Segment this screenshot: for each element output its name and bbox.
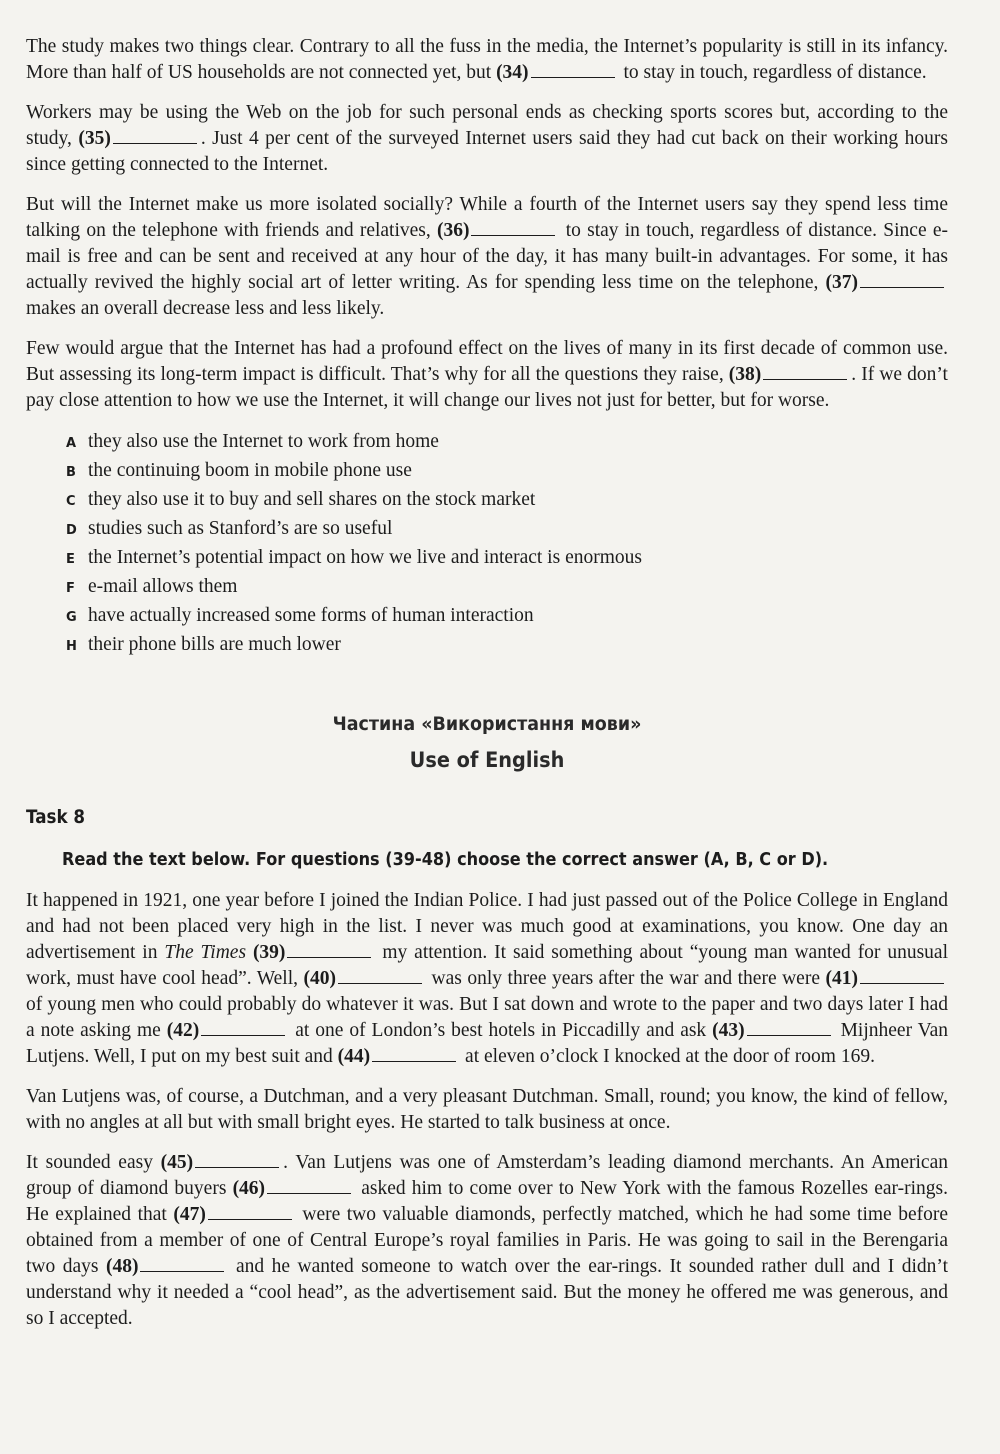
gap-number: (43) (712, 1020, 745, 1041)
answer-option (66, 486, 948, 515)
option-text: studies such as Stanford’s are so useful (88, 518, 393, 539)
answer-blank[interactable] (531, 61, 615, 78)
answer-blank[interactable] (287, 941, 371, 958)
answer-option (66, 631, 948, 660)
option-text: their phone bills are much lower (88, 634, 341, 655)
text-run: makes an overall decrease less and less likely. (26, 298, 385, 319)
italic-title: The Times (164, 942, 247, 963)
text-run: at one of London’s best hotels in Piccadilly and ask (289, 1020, 713, 1041)
gap-number: (47) (173, 1204, 206, 1225)
option-text: the continuing boom in mobile phone use (88, 460, 412, 481)
option-text: the Internet’s potential impact on how we live and interact is enormous (88, 547, 642, 568)
answer-blank[interactable] (267, 1177, 351, 1194)
answer-blank[interactable] (195, 1151, 279, 1168)
reading_part-paragraph (26, 192, 948, 322)
text-run: . Just 4 per cent of the surveyed Internet users said they had cut back on their working hours since getting connected to the Internet. (26, 128, 948, 175)
text-run: It happened in 1921, one year before I joined the Indian Police. I had just passed out of the Police College in England and had not been placed very high in the list. I never was much good at examinations, you know. One day an advertisement in (26, 890, 948, 963)
reading-text (26, 34, 948, 414)
answer-blank[interactable] (747, 1019, 831, 1036)
answer-option (66, 457, 948, 486)
gap-number: (36) (436, 220, 470, 241)
text-run: . Van Lutjens was one of Amsterdam’s leading diamond merchants. An American group of diamond buyers (26, 1152, 948, 1199)
answer-blank[interactable] (140, 1255, 224, 1272)
gap-number: (44) (337, 1046, 371, 1067)
text-run: were two valuable diamonds, perfectly matched, which he had some time before obtained from a member of one of Central Europe’s royal families in Paris. He was going to sail in the Berengaria two days (26, 1204, 949, 1277)
answer-blank[interactable] (471, 219, 555, 236)
task-paragraph (26, 888, 948, 1070)
gap-number: (48) (105, 1256, 139, 1277)
answer-option (66, 602, 948, 631)
gap-number: (40) (303, 968, 337, 989)
section-heading-english: Use of English (409, 748, 565, 772)
answer-blank[interactable] (372, 1045, 456, 1062)
option-letter: H (66, 639, 77, 654)
option-letter: G (66, 610, 77, 625)
option-text: have actually increased some forms of human interaction (88, 605, 534, 626)
answer-blank[interactable] (338, 967, 422, 984)
answer-blank[interactable] (860, 271, 944, 288)
answer-option (66, 428, 948, 457)
answer-blank[interactable] (763, 363, 847, 380)
text-run (246, 942, 253, 963)
gap-number: (35) (78, 128, 111, 149)
answer-option (66, 573, 948, 602)
answer-blank[interactable] (208, 1203, 292, 1220)
gap-number: (37) (825, 272, 858, 293)
text-run: to stay in touch, regardless of distance. (618, 62, 927, 83)
text-run: at eleven o’clock I knocked at the door of room 169. (460, 1046, 875, 1067)
answer-blank[interactable] (201, 1019, 285, 1036)
reading_part-paragraph (26, 336, 948, 414)
gap-number: (42) (166, 1020, 200, 1041)
task-paragraph (26, 1150, 948, 1332)
answer-blank[interactable] (860, 967, 944, 984)
task-paragraph (26, 1084, 948, 1136)
gap-number: (39) (252, 942, 286, 963)
reading_part-paragraph (26, 34, 948, 86)
gap-number: (46) (232, 1178, 266, 1199)
option-letter: C (66, 494, 76, 509)
answer-options-list (66, 428, 948, 660)
option-text: they also use the Internet to work from home (88, 431, 439, 452)
text-run: was only three years after the war and there were (426, 968, 826, 989)
task-title: Task 8 (26, 806, 86, 828)
text-run: my attention. It said something about “young man wanted for unusual work, must have cool head”. Well, (26, 942, 948, 989)
task-instruction: Read the text below. For questions (39-48) choose the correct answer (A, B, C or D). (62, 850, 829, 870)
answer-option (66, 544, 948, 573)
option-letter: F (66, 581, 75, 596)
section-heading-ukrainian: Частина «Використання мови» (332, 713, 642, 735)
text-run: But will the Internet make us more isolated socially? While a fourth of the Internet users say they spend less time talking on the telephone with friends and relatives, (26, 194, 948, 241)
text-run: and he wanted someone to watch over the ear-rings. It sounded rather dull and I didn’t understand why it needed a “cool head”, as the advertisement said. But the money he offered me was generous, and so I accepted. (26, 1256, 948, 1329)
text-run: The study makes two things clear. Contrary to all the fuss in the media, the Internet’s popularity is still in its infancy. More than half of US households are not connected yet, but (26, 36, 948, 83)
gap-number: (34) (496, 62, 529, 83)
text-run: Van Lutjens was, of course, a Dutchman, and a very pleasant Dutchman. Small, round; you know, the kind of fellow, with no angles at all but with small bright eyes. He started to talk business at once. (26, 1086, 948, 1133)
text-run: Workers may be using the Web on the job for such personal ends as checking sports scores but, according to the study, (26, 102, 948, 149)
option-letter: E (66, 552, 75, 567)
answer-blank[interactable] (113, 127, 197, 144)
text-run: Mijnheer Van Lutjens. Well, I put on my best suit and (26, 1020, 948, 1067)
text-run: of young men who could probably do whatever it was. But I sat down and wrote to the paper and two days later I had a note asking me (26, 994, 948, 1041)
answer-option (66, 515, 948, 544)
task-text (26, 888, 948, 1332)
gap-number: (38) (728, 364, 762, 385)
text-run: asked him to come over to New York with the famous Rozelles ear-rings. He explained that (26, 1178, 948, 1225)
text-run: to stay in touch, regardless of distance. Since e-mail is free and can be sent and received at any hour of the day, it has many built-in advantages. For some, it has actually revived the highly social art of letter writing. As for spending less time on the telephone, (26, 220, 948, 293)
text-run: It sounded easy (26, 1152, 161, 1173)
text-run: . If we don’t pay close attention to how we use the Internet, it will change our lives not just for better, but for worse. (26, 364, 948, 411)
option-text: e-mail allows them (88, 576, 238, 597)
option-letter: B (66, 465, 76, 480)
gap-number: (41) (825, 968, 858, 989)
gap-number: (45) (160, 1152, 194, 1173)
reading_part-paragraph (26, 100, 948, 178)
text-run: Few would argue that the Internet has had a profound effect on the lives of many in its first decade of common use. But assessing its long-term impact is difficult. That’s why for all the questions they raise, (26, 338, 948, 385)
option-letter: D (66, 523, 77, 538)
option-text: they also use it to buy and sell shares on the stock market (88, 489, 536, 510)
option-letter: A (66, 436, 77, 451)
